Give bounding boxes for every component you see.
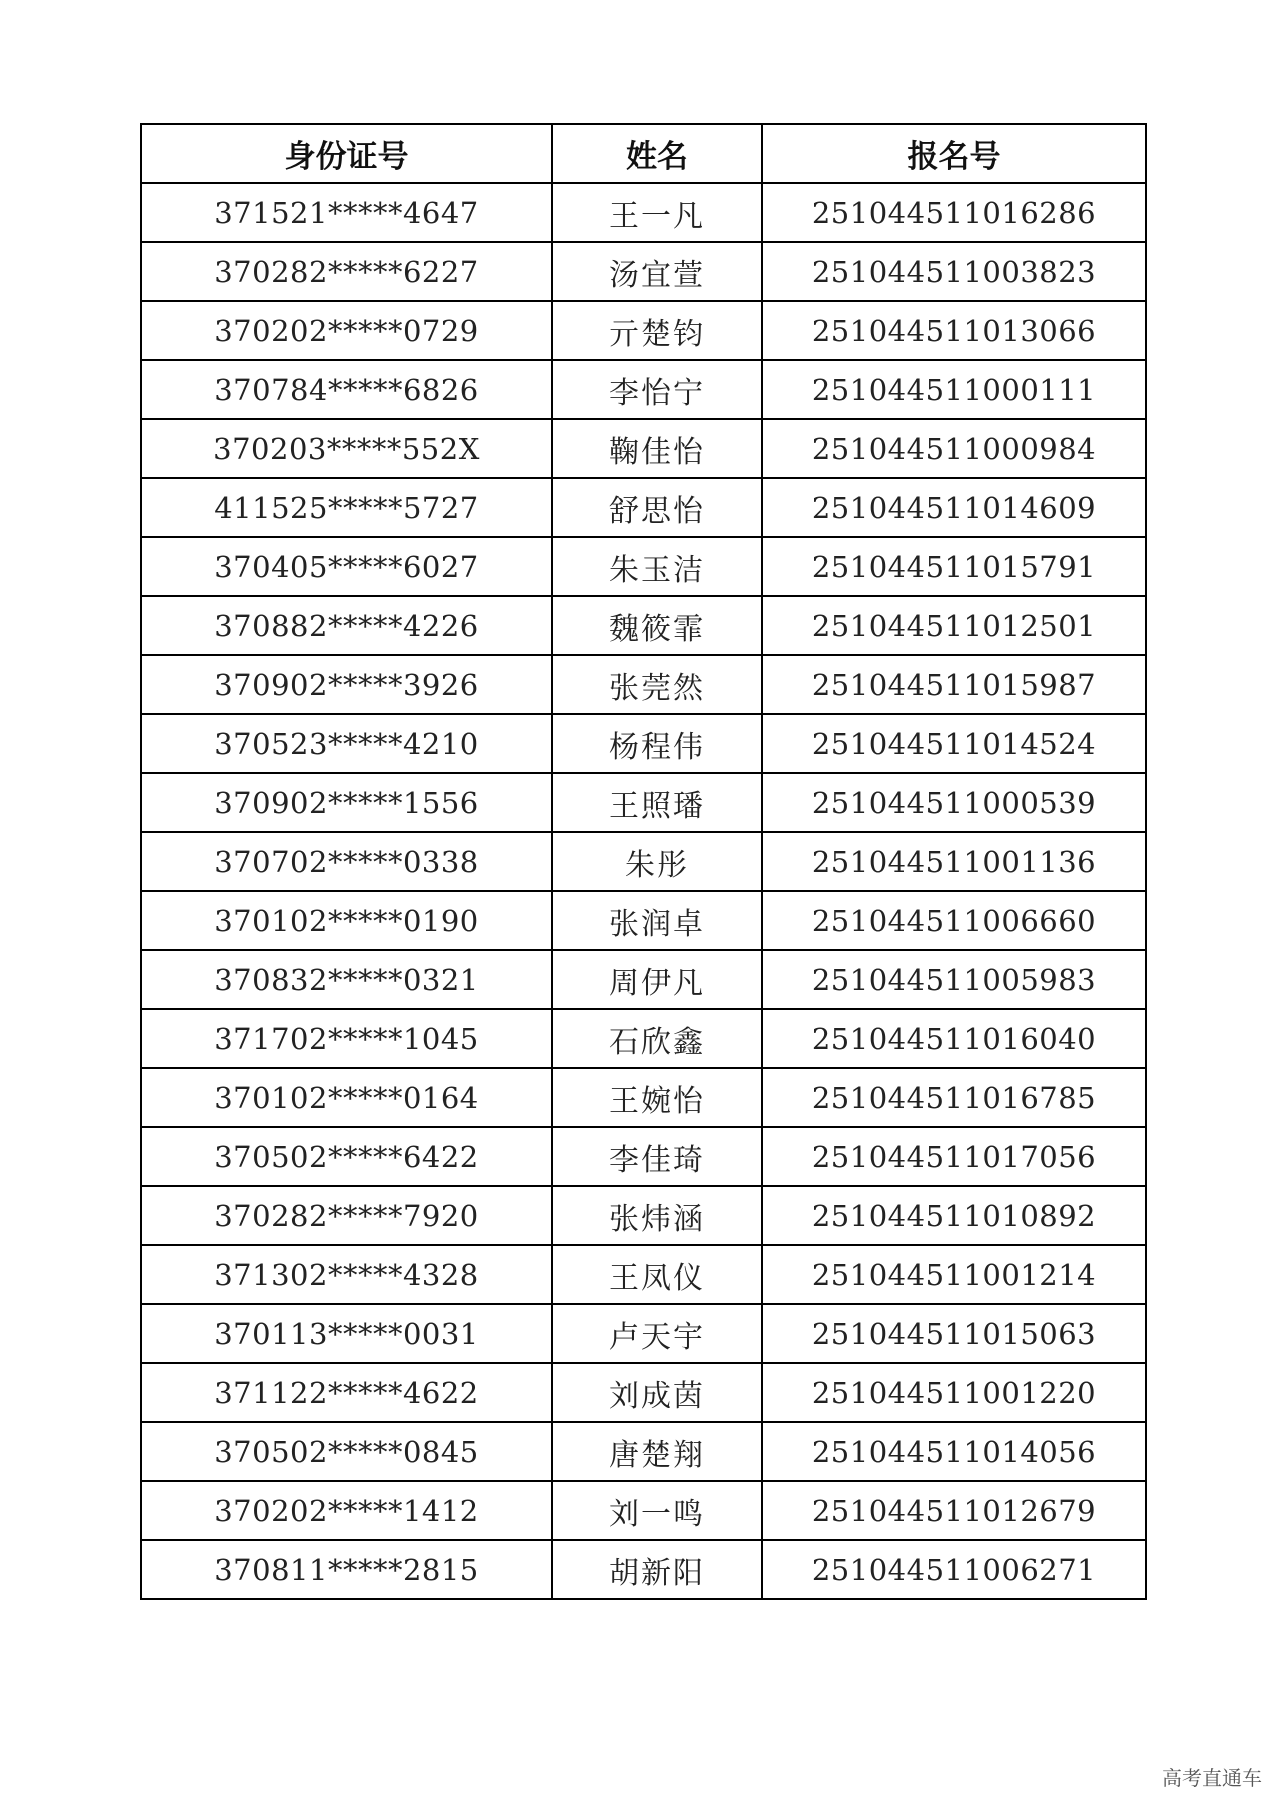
cell-id-number: 370405*****6027 — [141, 537, 552, 596]
cell-name: 唐楚翔 — [552, 1422, 762, 1481]
header-name: 姓名 — [552, 124, 762, 183]
cell-id-number: 370523*****4210 — [141, 714, 552, 773]
cell-registration-number: 251044511010892 — [762, 1186, 1146, 1245]
cell-registration-number: 251044511000111 — [762, 360, 1146, 419]
cell-name: 王一凡 — [552, 183, 762, 242]
cell-registration-number: 251044511012679 — [762, 1481, 1146, 1540]
cell-id-number: 370282*****6227 — [141, 242, 552, 301]
table-row — [141, 242, 1146, 301]
table-row — [141, 183, 1146, 242]
cell-registration-number: 251044511001220 — [762, 1363, 1146, 1422]
cell-id-number: 370811*****2815 — [141, 1540, 552, 1599]
table-row — [141, 1068, 1146, 1127]
cell-registration-number: 251044511017056 — [762, 1127, 1146, 1186]
cell-registration-number: 251044511006660 — [762, 891, 1146, 950]
cell-registration-number: 251044511006271 — [762, 1540, 1146, 1599]
table-row — [141, 1186, 1146, 1245]
roster-table — [140, 123, 1147, 1600]
cell-name: 亓楚钧 — [552, 301, 762, 360]
table-row — [141, 714, 1146, 773]
cell-name: 胡新阳 — [552, 1540, 762, 1599]
cell-registration-number: 251044511016286 — [762, 183, 1146, 242]
cell-registration-number: 251044511000539 — [762, 773, 1146, 832]
table-row — [141, 1127, 1146, 1186]
cell-id-number: 370113*****0031 — [141, 1304, 552, 1363]
cell-name: 石欣鑫 — [552, 1009, 762, 1068]
table-row — [141, 1009, 1146, 1068]
cell-name: 李佳琦 — [552, 1127, 762, 1186]
header-registration-number: 报名号 — [762, 124, 1146, 183]
table-row — [141, 1422, 1146, 1481]
cell-name: 卢天宇 — [552, 1304, 762, 1363]
cell-id-number: 370202*****1412 — [141, 1481, 552, 1540]
cell-id-number: 370502*****0845 — [141, 1422, 552, 1481]
cell-id-number: 371702*****1045 — [141, 1009, 552, 1068]
cell-registration-number: 251044511013066 — [762, 301, 1146, 360]
cell-registration-number: 251044511000984 — [762, 419, 1146, 478]
table-row — [141, 419, 1146, 478]
cell-registration-number: 251044511014524 — [762, 714, 1146, 773]
table-row — [141, 1481, 1146, 1540]
cell-id-number: 370702*****0338 — [141, 832, 552, 891]
cell-id-number: 370882*****4226 — [141, 596, 552, 655]
table-row — [141, 596, 1146, 655]
cell-name: 王照璠 — [552, 773, 762, 832]
cell-id-number: 370902*****3926 — [141, 655, 552, 714]
table-row — [141, 832, 1146, 891]
cell-id-number: 370902*****1556 — [141, 773, 552, 832]
cell-name: 朱玉洁 — [552, 537, 762, 596]
table-row — [141, 1304, 1146, 1363]
cell-registration-number: 251044511001214 — [762, 1245, 1146, 1304]
cell-name: 舒思怡 — [552, 478, 762, 537]
table-row — [141, 1540, 1146, 1599]
table-row — [141, 655, 1146, 714]
cell-name: 张润卓 — [552, 891, 762, 950]
cell-name: 李怡宁 — [552, 360, 762, 419]
cell-id-number: 370202*****0729 — [141, 301, 552, 360]
cell-registration-number: 251044511003823 — [762, 242, 1146, 301]
cell-id-number: 370784*****6826 — [141, 360, 552, 419]
header-row — [141, 124, 1146, 183]
cell-registration-number: 251044511012501 — [762, 596, 1146, 655]
table-row — [141, 1363, 1146, 1422]
table-row — [141, 301, 1146, 360]
cell-id-number: 370282*****7920 — [141, 1186, 552, 1245]
cell-name: 刘成茵 — [552, 1363, 762, 1422]
cell-id-number: 411525*****5727 — [141, 478, 552, 537]
cell-id-number: 371302*****4328 — [141, 1245, 552, 1304]
table-row — [141, 360, 1146, 419]
cell-name: 汤宜萱 — [552, 242, 762, 301]
cell-registration-number: 251044511014609 — [762, 478, 1146, 537]
cell-name: 朱彤 — [552, 832, 762, 891]
cell-registration-number: 251044511016785 — [762, 1068, 1146, 1127]
cell-id-number: 370102*****0164 — [141, 1068, 552, 1127]
cell-name: 魏筱霏 — [552, 596, 762, 655]
cell-name: 鞠佳怡 — [552, 419, 762, 478]
table-row — [141, 950, 1146, 1009]
cell-id-number: 370102*****0190 — [141, 891, 552, 950]
cell-id-number: 370832*****0321 — [141, 950, 552, 1009]
cell-name: 周伊凡 — [552, 950, 762, 1009]
cell-registration-number: 251044511014056 — [762, 1422, 1146, 1481]
cell-name: 张莞然 — [552, 655, 762, 714]
cell-registration-number: 251044511005983 — [762, 950, 1146, 1009]
table-row — [141, 537, 1146, 596]
cell-id-number: 370502*****6422 — [141, 1127, 552, 1186]
cell-name: 张炜涵 — [552, 1186, 762, 1245]
cell-registration-number: 251044511015791 — [762, 537, 1146, 596]
watermark: 高考直通车 — [1162, 1766, 1262, 1790]
cell-id-number: 371521*****4647 — [141, 183, 552, 242]
cell-name: 杨程伟 — [552, 714, 762, 773]
table-row — [141, 891, 1146, 950]
cell-registration-number: 251044511015063 — [762, 1304, 1146, 1363]
cell-name: 王婉怡 — [552, 1068, 762, 1127]
cell-name: 王凤仪 — [552, 1245, 762, 1304]
header-id-number: 身份证号 — [141, 124, 552, 183]
cell-id-number: 370203*****552X — [141, 419, 552, 478]
table-row — [141, 1245, 1146, 1304]
roster-body — [141, 183, 1146, 1599]
cell-registration-number: 251044511015987 — [762, 655, 1146, 714]
cell-registration-number: 251044511016040 — [762, 1009, 1146, 1068]
cell-name: 刘一鸣 — [552, 1481, 762, 1540]
cell-registration-number: 251044511001136 — [762, 832, 1146, 891]
table-row — [141, 773, 1146, 832]
table-row — [141, 478, 1146, 537]
cell-id-number: 371122*****4622 — [141, 1363, 552, 1422]
